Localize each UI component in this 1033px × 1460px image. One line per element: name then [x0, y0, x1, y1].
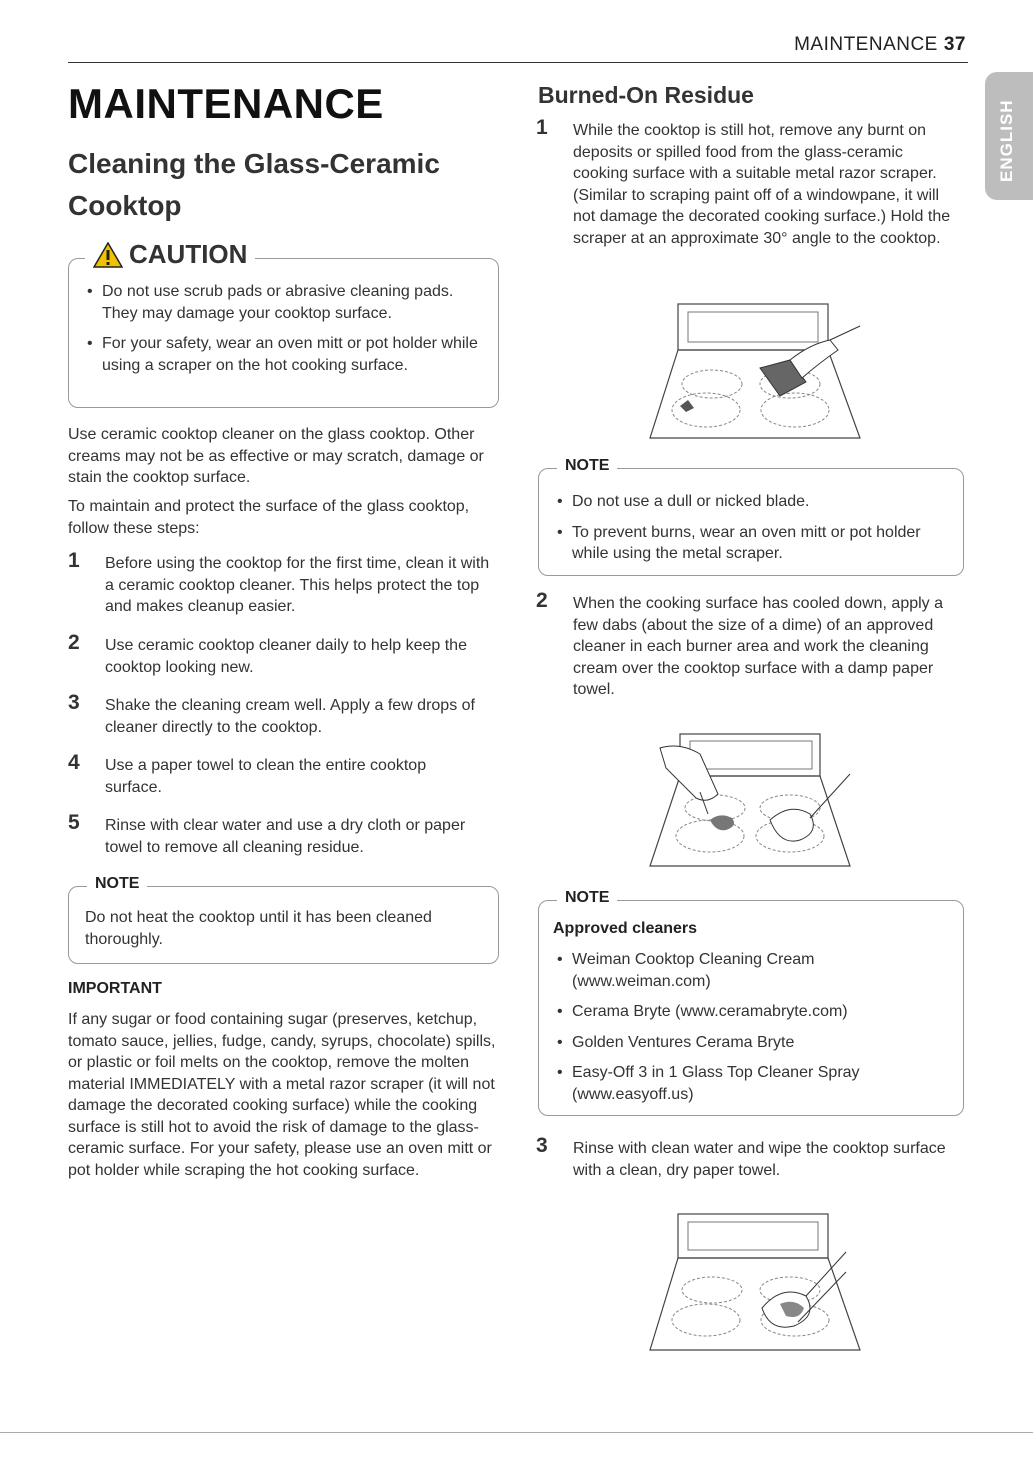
- caution-box: [68, 239, 499, 408]
- cleaner-item: • Cerama Bryte (www.ceramabryte.com): [555, 1001, 950, 1023]
- cleaner-item: • Weiman Cooktop Cleaning Cream (www.weiman.com): [555, 949, 950, 992]
- step-number: 1: [536, 116, 548, 139]
- intro-paragraph: Use ceramic cooktop cleaner on the glass cooktop. Other creams may not be as effective or may scratch, damage or stain the cooktop surface.: [68, 426, 484, 486]
- important-heading: IMPORTANT: [68, 980, 162, 997]
- caution-item: • Do not use scrub pads or abrasive cleaning pads. They may damage your cooktop surface.: [85, 281, 485, 324]
- caution-title: CAUTION: [129, 239, 248, 269]
- important-text: If any sugar or food containing sugar (preserves, ketchup, tomato sauce, jellies, fudge, candy, syrups, chocolate) spills, or plastic or foil melts on the cooktop, remove the molten material IMMEDIATELY with a metal razor scraper (it will not damage the decorated cooking surface) while the cooking surface is still hot to avoid the risk of damage to the glass-ceramic surface. For your safety, please use an oven mitt or pot holder while scraping the hot cooking surface.: [68, 1011, 496, 1179]
- burned-heading: Burned-On Residue: [538, 82, 754, 108]
- language-tab[interactable]: [985, 72, 1033, 200]
- step-text: While the cooktop is still hot, remove any burnt on deposits or spilled food from the glass-ceramic cooking surface with a suitable metal razor scraper. (Similar to scraping paint off of a windowpane, it will not damage the decorated cooking surface.) Hold the scraper at an approximate 30° angle to the cooktop.: [573, 122, 951, 247]
- cleaner-item: • Golden Ventures Cerama Bryte: [555, 1032, 950, 1054]
- note-box: [68, 875, 499, 964]
- cleaner-item: • Easy-Off 3 in 1 Glass Top Cleaner Spray (www.easyoff.us): [555, 1062, 950, 1105]
- page-number: 37: [943, 34, 966, 55]
- note-text: Do not heat the cooktop until it has been cleaned thoroughly.: [85, 909, 432, 948]
- step-number: 5: [68, 811, 80, 834]
- bottom-rule: [0, 1432, 1033, 1433]
- header-text: [794, 34, 966, 56]
- note-label: NOTE: [87, 875, 147, 893]
- cooktop-scraper-illustration: [640, 298, 870, 444]
- cooktop-wipe-illustration: [640, 1210, 870, 1352]
- note-box: [538, 889, 964, 1116]
- step-text: Shake the cleaning cream well. Apply a few drops of cleaner directly to the cooktop.: [105, 697, 475, 736]
- page-header: [68, 34, 968, 63]
- note-label: NOTE: [557, 889, 617, 907]
- note-label: NOTE: [557, 457, 617, 475]
- step-number: 3: [68, 691, 80, 714]
- step-text: Rinse with clean water and wipe the cooktop surface with a clean, dry paper towel.: [573, 1140, 946, 1179]
- note-item: • Do not use a dull or nicked blade.: [555, 491, 950, 513]
- warning-triangle-icon: [93, 242, 123, 268]
- intro-paragraph: To maintain and protect the surface of the glass cooktop, follow these steps:: [68, 498, 470, 537]
- language-tab-label: ENGLISH: [997, 99, 1016, 182]
- approved-cleaners-heading: Approved cleaners: [553, 920, 698, 937]
- header-section: MAINTENANCE: [794, 34, 938, 55]
- step-number: 1: [68, 549, 80, 572]
- step-text: When the cooking surface has cooled down, apply a few dabs (about the size of a dime) of an approved cleaner in each burner area and work the cleaning cream over the cooktop surface with a damp paper towel.: [573, 595, 944, 698]
- step-text: Use ceramic cooktop cleaner daily to help keep the cooktop looking new.: [105, 637, 467, 676]
- step-number: 2: [536, 589, 548, 612]
- step-number: 2: [68, 631, 80, 654]
- caution-item: • For your safety, wear an oven mitt or pot holder while using a scraper on the hot cooking surface.: [85, 333, 485, 376]
- section-title: Cleaning the Glass-Ceramic Cooktop: [68, 148, 440, 221]
- cooktop-apply-cleaner-illustration: [640, 728, 880, 870]
- step-number: 3: [536, 1134, 548, 1157]
- note-item: • To prevent burns, wear an oven mitt or pot holder while using the metal scraper.: [555, 522, 950, 565]
- step-text: Rinse with clear water and use a dry cloth or paper towel to remove all cleaning residue.: [105, 817, 466, 856]
- step-text: Use a paper towel to clean the entire cooktop surface.: [105, 757, 427, 796]
- caution-label: [85, 239, 255, 270]
- page-title: MAINTENANCE: [68, 80, 384, 127]
- step-text: Before using the cooktop for the first time, clean it with a ceramic cooktop cleaner. This helps protect the top and makes cleanup easier.: [105, 555, 490, 615]
- note-box: [538, 457, 964, 576]
- step-number: 4: [68, 751, 80, 774]
